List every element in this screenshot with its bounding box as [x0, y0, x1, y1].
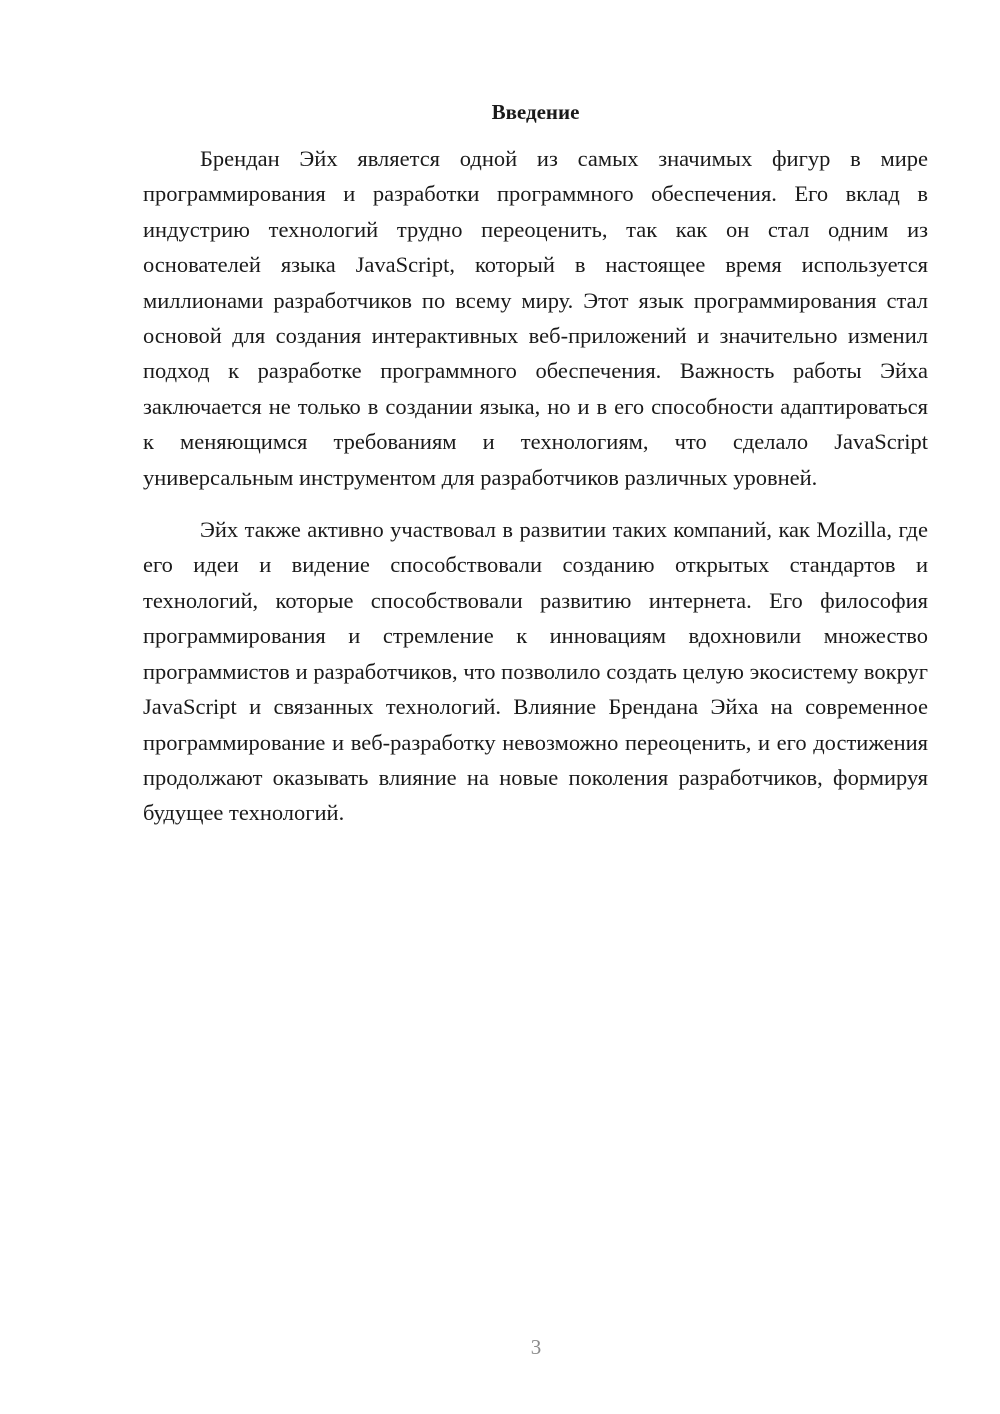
- page-number: 3: [530, 1335, 542, 1359]
- paragraph-2: Эйх также активно участвовал в развитии таких компаний, как Mozilla, где его идеи и видение способствовали созданию открытых стандартов и технологий, которые способствовали развитию интернета. Его философия программирования и стремление к инновациям вдохновили множество программистов и разработчиков, что позволило создать целую экосистему вокруг JavaScript и связанных технологий. Влияние Брендана Эйха на современное программирование и веб-разработку невозможно переоценить, и его достижения продолжают оказывать влияние на новые поколения разработчиков, формируя будущее технологий.: [143, 517, 928, 826]
- section-heading: Введение: [491, 100, 580, 124]
- body-text: [143, 141, 928, 831]
- paragraph-1: Брендан Эйх является одной из самых значимых фигур в мире программирования и разработки программного обеспечения. Его вклад в индустрию технологий трудно переоценить, так как он стал одним из основателей языка JavaScript, который в настоящее время используется миллионами разработчиков по всему миру. Этот язык программирования стал основой для создания интерактивных веб-приложений и значительно изменил подход к разработке программного обеспечения. Важность работы Эйха заключается не только в создании языка, но и в его способности адаптироваться к меняющимся требованиям и технологиям, что сделало JavaScript универсальным инструментом для разработчиков различных уровней.: [143, 146, 928, 490]
